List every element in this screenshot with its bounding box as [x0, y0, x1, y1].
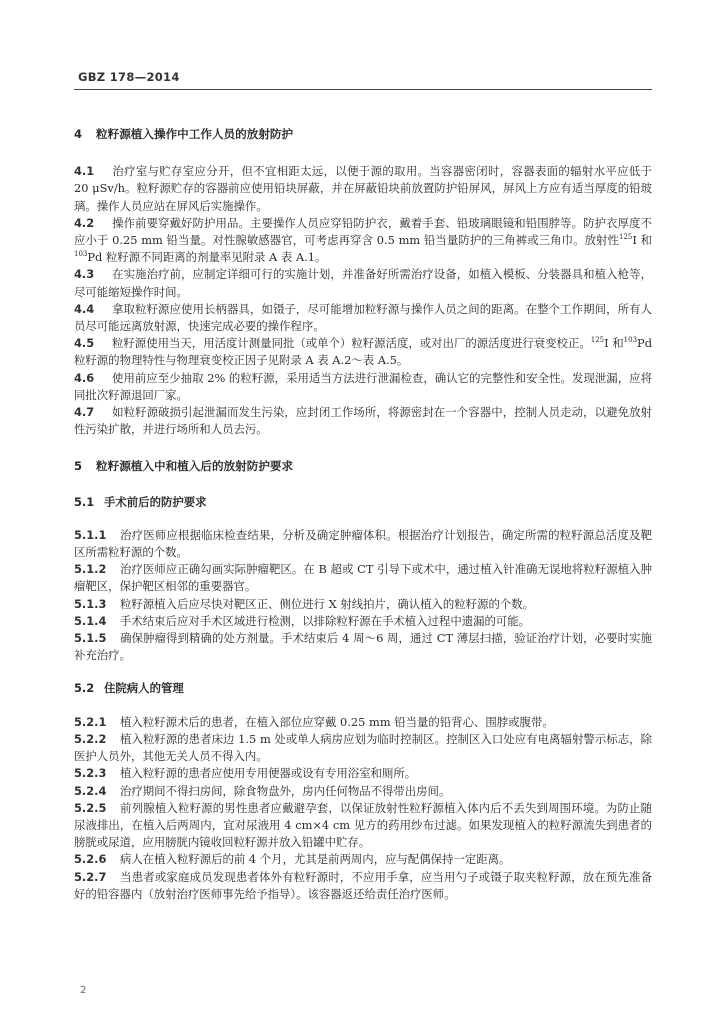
clause-number: 5.2.3	[74, 766, 107, 781]
clause-4-5	[74, 335, 652, 369]
clause-5-2-2	[74, 731, 652, 765]
clause-5-2-7	[74, 869, 652, 903]
isotope-mass-number: 125	[590, 336, 605, 345]
isotope-mass-number: 103	[74, 250, 88, 259]
clause-5-1-5	[74, 630, 652, 664]
clause-text: 治疗室与贮存室应分开，但不宜相距太远，以便于源的取用。当容器密闭时，容器表面的辐射水平应低于 20 μSv/h。粒籽源贮存的容器前应使用铅块屏蔽，并在屏蔽铅块前放置防护铅屏风，屏风上方应有适当厚度的铅玻璃。操作人员应站在屏风后实施操作。	[74, 164, 652, 213]
clause-text: 治疗医师应根据临床检查结果，分析及确定肿瘤体积。根据治疗计划报告，确定所需的粒籽源总活度及靶区所需粒籽源的个数。	[74, 527, 652, 560]
clause-text: 粒籽源植入后应尽快对靶区正、侧位进行 X 射线拍片，确认植入的粒籽源的个数。	[120, 596, 535, 611]
clause-number: 4.7	[74, 405, 95, 420]
clause-text: 操作前要穿戴好防护用品。主要操作人员应穿铅防护衣，戴着手套、铅玻璃眼镜和铅围脖等。防护衣厚度不应小于 0.25 mm 铅当量。对性腺敏感器官，可考虑再穿含 0.5 mm 铅当量防护的三角裤或三角巾。放射性	[74, 215, 652, 248]
clause-number: 5.2.2	[74, 731, 107, 746]
clause-5-2-6	[74, 851, 652, 868]
clause-text: 治疗医师应正确勾画实际肿瘤靶区。在 B 超或 CT 引导下或术中，通过植入针准确无误地将粒籽源植入肿瘤靶区，保护靶区相邻的重要器官。	[74, 562, 652, 594]
clause-text: 在实施治疗前，应制定详细可行的实施计划，并准备好所需治疗设备，如植入模板、分装器具和植入枪等，尽可能缩短操作时间。	[74, 267, 652, 299]
clause-text: 当患者或家庭成员发现患者体外有粒籽源时，不应用手拿，应当用勺子或镊子取夹粒籽源，放在预先准备好的铅容器内（放射治疗医师事先给予指导）。该容器返还给责任治疗医师。	[74, 869, 652, 901]
clause-5-2-3	[74, 765, 652, 782]
clause-text: I 和	[604, 336, 624, 351]
section-title: 粒籽源植入中和植入后的放射防护要求	[96, 459, 294, 474]
clause-number: 4.4	[74, 301, 95, 316]
clause-5-2-1	[74, 714, 652, 731]
clause-text: 治疗期间不得扫房间，除食物盘外，房内任何物品不得带出房间。	[120, 783, 451, 798]
clause-number: 5.1.1	[74, 527, 107, 542]
section-number: 5	[74, 459, 83, 474]
clause-text: 拿取粒籽源应使用长柄器具，如镊子，尽可能增加粒籽源与操作人员之间的距离。在整个工作期间，所有人员尽可能远离放射源，快速完成必要的操作程序。	[74, 301, 652, 334]
clause-text: Pd 粒籽源的物理特性与物理衰变校正因子见附录 A 表 A.2～表 A.5。	[74, 336, 652, 368]
clause-5-1-1	[74, 527, 652, 561]
clause-number: 5.2.4	[74, 783, 107, 798]
clause-text: 前列腺植入粒籽源的男性患者应戴避孕套，以保证放射性粒籽源植入体内后不丢失到周围环境。为防止随尿液排出，在植入后两周内，宜对尿液用 4 cm×4 cm 见方的药用纱布过滤。如果发现植入的粒籽源流失到患者的膀胱或尿道，应用膀胱内镜收回粒籽源并放入铅罐中贮存。	[74, 800, 652, 850]
section-number: 4	[74, 127, 83, 141]
subsection-title: 手术前后的防护要求	[104, 494, 207, 509]
clause-number: 5.2.7	[74, 869, 107, 884]
clause-text: 病人在植入粒籽源后的前 4 个月，尤其是前两周内，应与配偶保持一定距离。	[120, 852, 511, 867]
clause-4-7	[74, 404, 652, 438]
clause-5-1-2	[74, 561, 652, 595]
clause-5-1-3	[74, 596, 652, 613]
isotope-mass-number: 103	[623, 336, 638, 345]
clause-4-2	[74, 215, 652, 267]
clause-number: 5.2.6	[74, 852, 107, 867]
clause-5-2-5	[74, 800, 652, 852]
clause-number: 5.2.1	[74, 714, 107, 729]
subsection-number: 5.1	[74, 494, 95, 509]
clause-text: 粒籽源使用当天，用活度计测量同批（或单个）粒籽源活度，或对出厂的源活度进行衰变校正。	[112, 336, 591, 351]
clause-text: Pd 粒籽源不同距离的剂量率见附录 A 表 A.1。	[87, 250, 327, 265]
clause-number: 4.5	[74, 336, 95, 351]
clause-number: 5.1.4	[74, 613, 107, 628]
clause-5-2-4	[74, 783, 652, 800]
header-rule	[74, 89, 652, 90]
standard-code-header: GBZ 178—2014	[78, 70, 180, 84]
subsection-5-2-heading	[74, 680, 652, 697]
clause-number: 5.2.5	[74, 800, 107, 815]
clause-text: 手术结束后应对手术区域进行检测，以排除粒籽源在手术植入过程中遗漏的可能。	[120, 613, 531, 628]
clause-text: 确保肿瘤得到精确的处方剂量。手术结束后 4 周～6 周，通过 CT 薄层扫描，验证治疗计划，必要时实施补充治疗。	[74, 631, 652, 663]
section-5-heading	[74, 458, 652, 475]
clause-text: 植入粒籽源术后的患者，在植入部位应穿戴 0.25 mm 铅当量的铅背心、围脖或腹带。	[120, 714, 554, 729]
clause-number: 4.6	[74, 370, 95, 385]
clause-text: 植入粒籽源的患者应使用专用便器或设有专用浴室和厕所。	[120, 766, 417, 781]
isotope-mass-number: 125	[619, 233, 633, 242]
section-title: 粒籽源植入操作中工作人员的放射防护	[96, 127, 294, 141]
clause-text: 如粒籽源破损引起泄漏而发生污染，应封闭工作场所，将源密封在一个容器中，控制人员走动，以避免放射性污染扩散，并进行场所和人员去污。	[74, 405, 652, 437]
clause-number: 4.1	[74, 164, 95, 179]
page-number: 2	[80, 985, 87, 996]
clause-number: 4.3	[74, 267, 95, 282]
subsection-number: 5.2	[74, 681, 95, 696]
clause-4-1	[74, 163, 652, 215]
clause-5-1-4	[74, 613, 652, 630]
document-body	[74, 118, 652, 903]
clause-text: I 和	[632, 233, 652, 248]
clause-number: 5.1.2	[74, 562, 107, 577]
section-4-heading	[74, 126, 652, 143]
clause-text: 使用前应至少抽取 2% 的粒籽源，采用适当方法进行泄漏检查，确认它的完整性和安全性。发现泄漏，应将同批次籽源退回厂家。	[74, 370, 652, 402]
clause-4-6	[74, 370, 652, 404]
clause-number: 4.2	[74, 215, 95, 230]
clause-text: 植入粒籽源的患者床边 1.5 m 处或单人病房应划为临时控制区。控制区入口处应有电离辐射警示标志，除医护人员外，其他无关人员不得入内。	[74, 731, 652, 764]
subsection-5-1-heading	[74, 494, 652, 511]
clause-number: 5.1.3	[74, 596, 107, 611]
clause-4-4	[74, 301, 652, 335]
clause-number: 5.1.5	[74, 631, 107, 646]
subsection-title: 住院病人的管理	[104, 681, 184, 696]
clause-4-3	[74, 266, 652, 300]
